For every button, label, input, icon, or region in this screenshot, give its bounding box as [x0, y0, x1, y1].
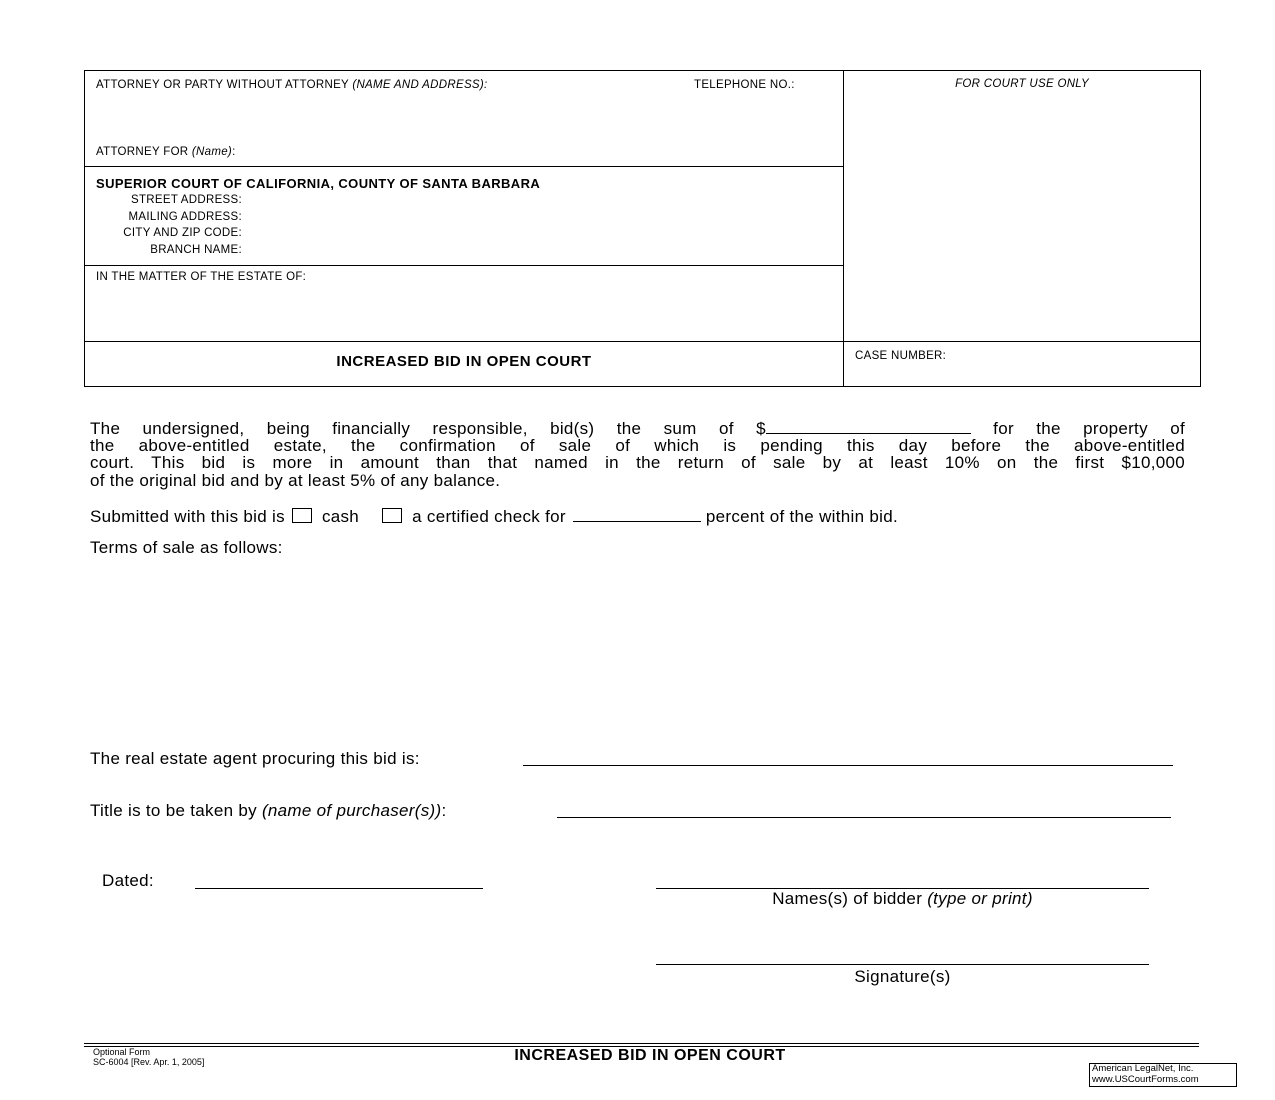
estate-of-label: IN THE MATTER OF THE ESTATE OF: [96, 271, 307, 283]
branch-name-label: BRANCH NAME: [150, 244, 242, 256]
percent-blank[interactable] [573, 506, 701, 522]
court-use-label: FOR COURT USE ONLY [955, 78, 1089, 90]
attorney-for-label: ATTORNEY FOR (Name): [96, 146, 236, 158]
form-title: INCREASED BID IN OPEN COURT [336, 353, 592, 370]
caption-divider-title [84, 341, 1201, 342]
terms-of-sale-label: Terms of sale as follows: [90, 538, 283, 557]
cash-checkbox[interactable] [292, 508, 312, 523]
caption-vertical-divider [843, 70, 844, 387]
real-estate-agent-field[interactable] [523, 765, 1173, 766]
signature-field[interactable] [656, 964, 1149, 965]
date-field[interactable] [195, 888, 483, 889]
court-name: SUPERIOR COURT OF CALIFORNIA, COUNTY OF SANTA BARBARA [96, 176, 541, 191]
street-address-label: STREET ADDRESS: [130, 194, 242, 206]
real-estate-agent-label: The real estate agent procuring this bid is: [90, 749, 420, 768]
caption-outer-box [84, 70, 1201, 387]
bid-paragraph-line-1: The undersigned, being financially responsible, bid(s) the sum of $ for the property of [90, 419, 1185, 438]
caption-divider-attorney [84, 166, 844, 167]
footer-title: INCREASED BID IN OPEN COURT [514, 1047, 786, 1064]
footer-rule-top [84, 1043, 1199, 1044]
case-number-label: CASE NUMBER: [855, 350, 947, 362]
bid-amount-blank[interactable] [766, 418, 971, 434]
city-zip-label: CITY AND ZIP CODE: [123, 227, 242, 239]
form-number-label: SC-6004 [Rev. Apr. 1, 2005] [93, 1057, 205, 1067]
optional-form-label: Optional Form [93, 1047, 151, 1057]
attorney-label: ATTORNEY OR PARTY WITHOUT ATTORNEY (NAME AND ADDRESS): [96, 79, 488, 91]
publisher-url: www.USCourtForms.com [1092, 1073, 1199, 1085]
caption-divider-court [84, 265, 844, 266]
signature-label: Signature(s) [854, 967, 951, 986]
dated-label: Dated: [102, 871, 154, 890]
bid-paragraph-line-2: the above-entitled estate, the confirmation of sale of which is pending this day before the above-entitled [90, 436, 1185, 455]
title-taken-by-label: Title is to be taken by (name of purchaser(s)): [90, 801, 447, 820]
mailing-address-label: MAILING ADDRESS: [128, 211, 242, 223]
certified-check-checkbox[interactable] [382, 508, 402, 523]
submitted-with-bid-line: Submitted with this bid is cash a certified check for percent of the within bid. [90, 507, 898, 526]
bid-paragraph-line-4: of the original bid and by at least 5% of any balance. [90, 471, 501, 490]
publisher-name: American LegalNet, Inc. [1092, 1063, 1194, 1074]
purchaser-name-field[interactable] [557, 817, 1171, 818]
telephone-label: TELEPHONE NO.: [694, 79, 795, 91]
bid-paragraph-line-3: court. This bid is more in amount than that named in the return of sale by at least 10% on the first $10,000 [90, 453, 1185, 472]
bidder-name-label: Names(s) of bidder (type or print) [772, 889, 1033, 908]
publisher-stamp [1089, 1063, 1237, 1087]
